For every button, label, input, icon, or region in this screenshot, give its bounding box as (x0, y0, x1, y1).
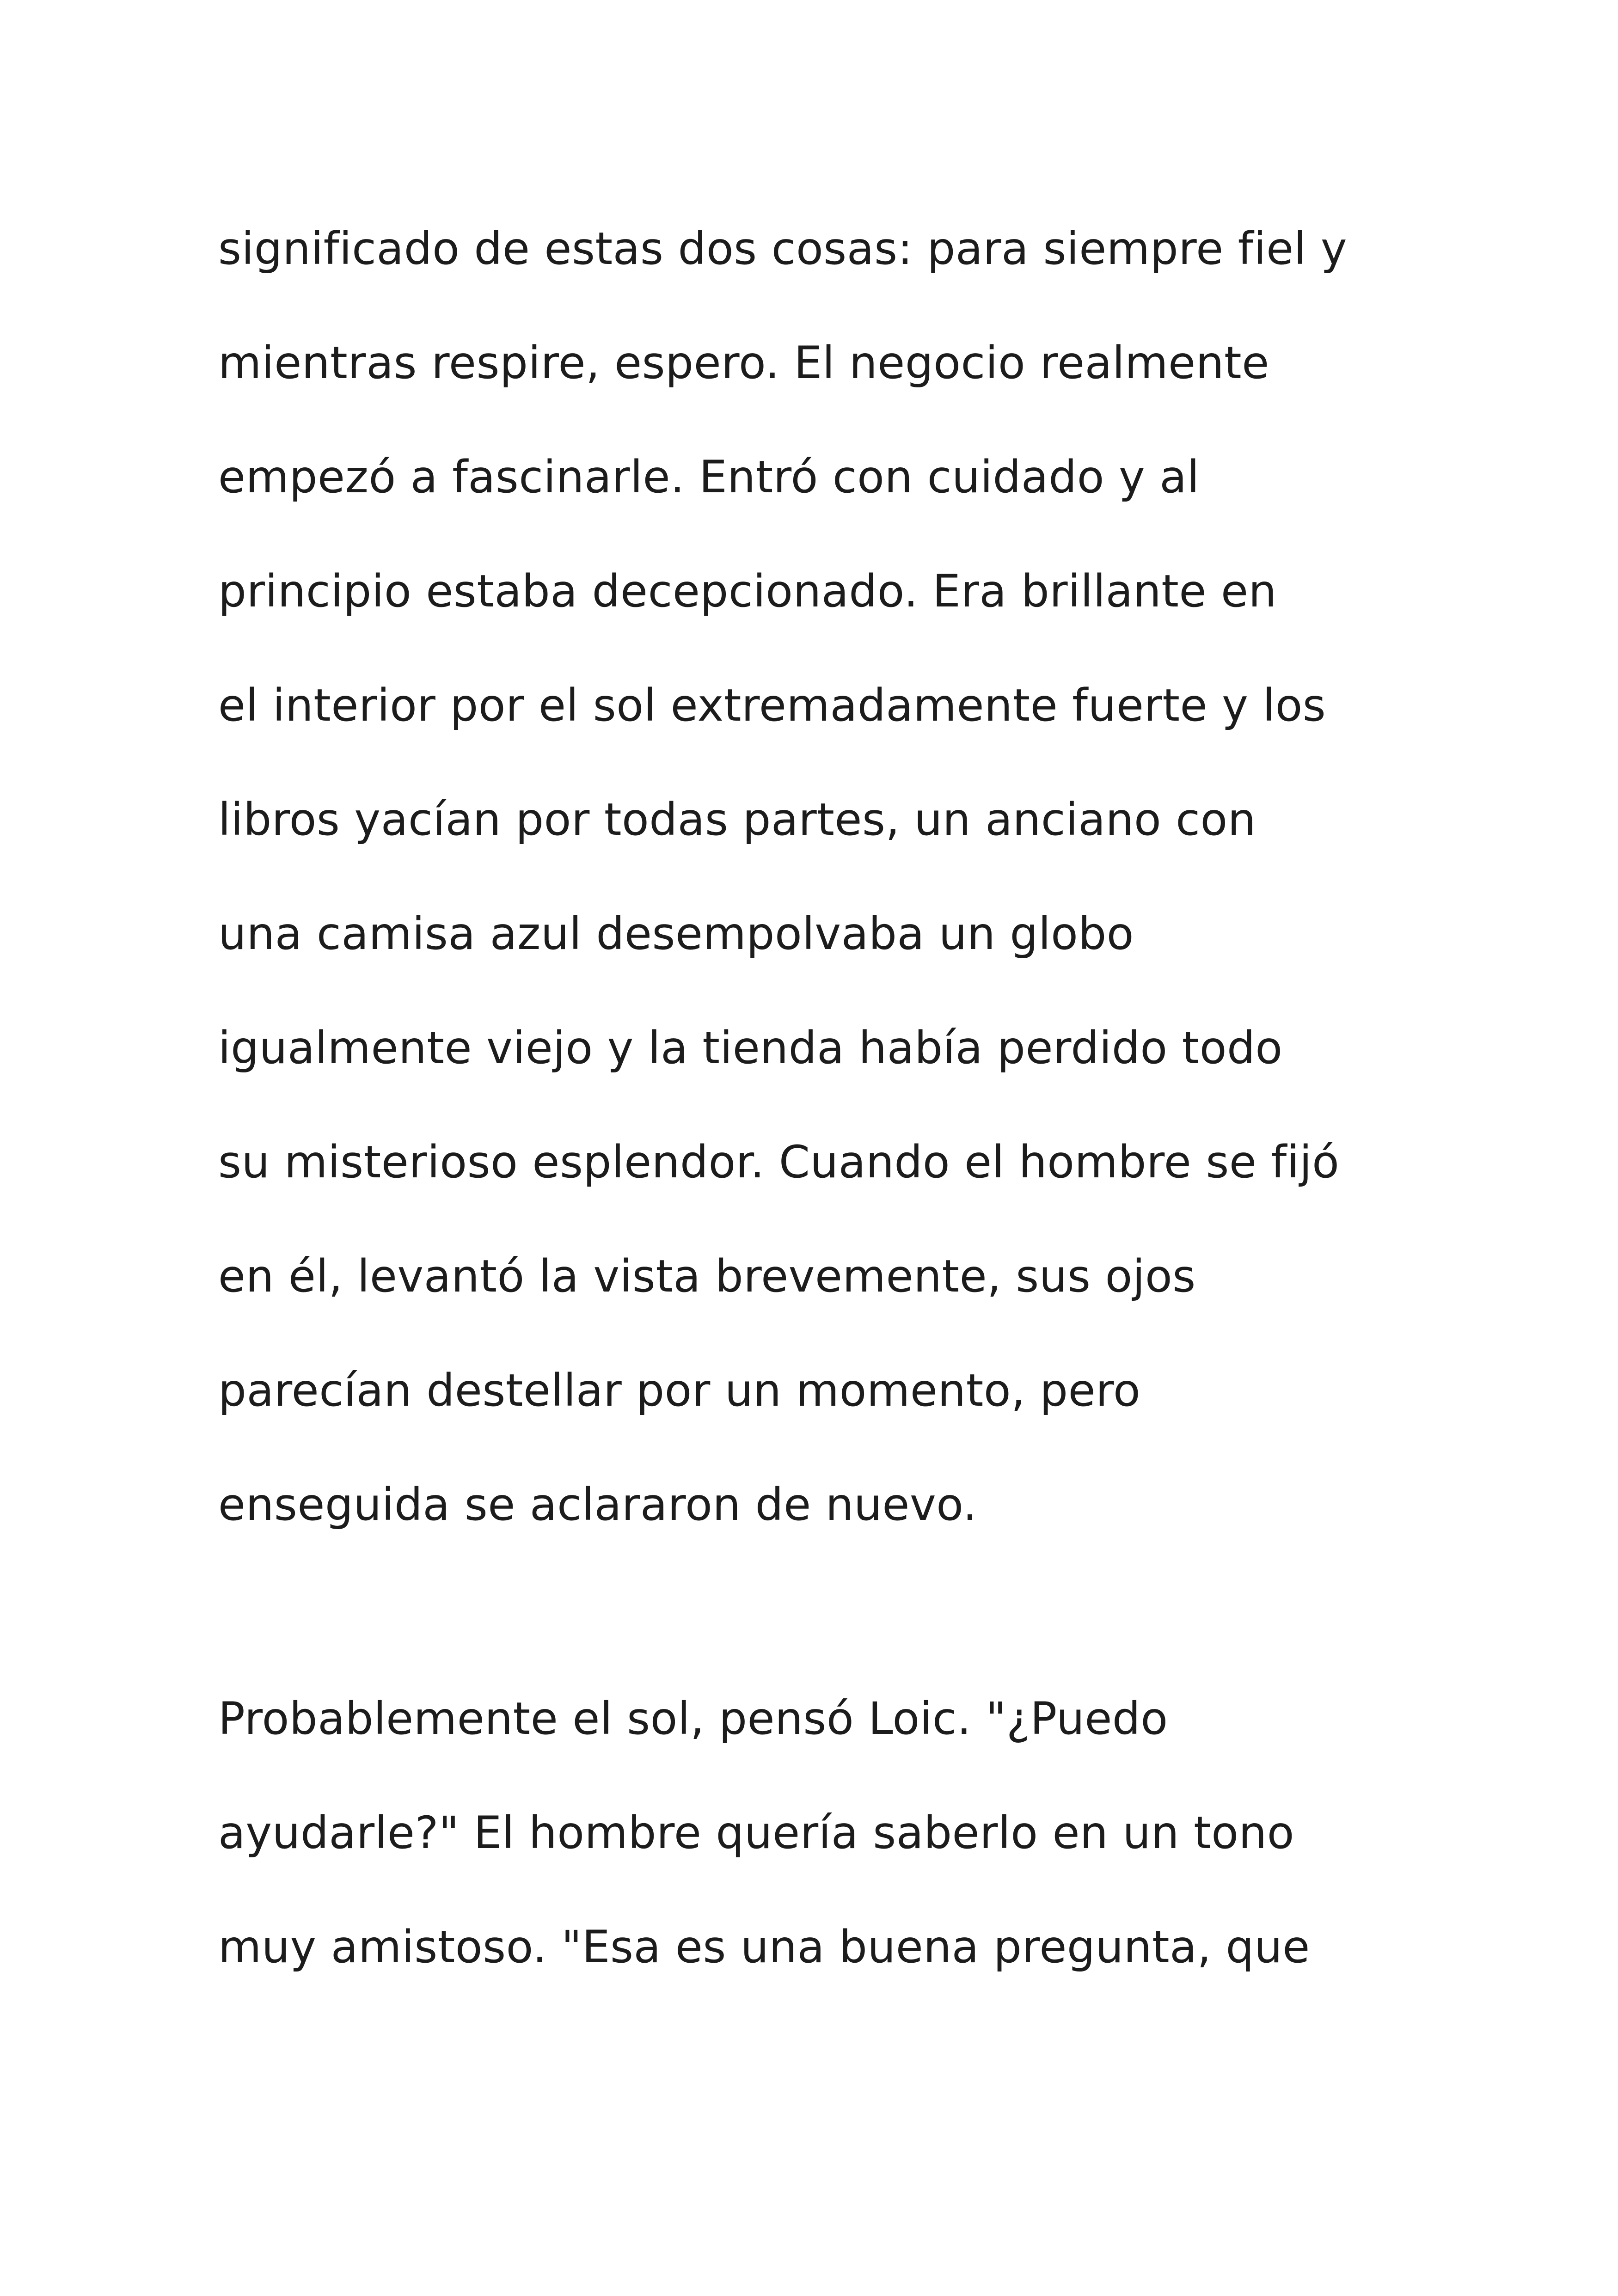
text-line: su misterioso esplendor. Cuando el hombre se fijó (218, 1136, 1340, 1188)
text-line: el interior por el sol extremadamente fuerte y los (218, 680, 1326, 731)
text-line: muy amistoso. "Esa es una buena pregunta, que (218, 1921, 1310, 1973)
text-line: libros yacían por todas partes, un anciano con (218, 794, 1256, 845)
text-line: parecían destellar por un momento, pero (218, 1365, 1141, 1416)
text-line: en él, levantó la vista brevemente, sus ojos (218, 1250, 1196, 1302)
text-line: enseguida se aclararon de nuevo. (218, 1479, 977, 1531)
text-line: significado de estas dos cosas: para siempre fiel y (218, 223, 1348, 275)
paragraph (218, 1693, 1466, 2039)
text-line: una camisa azul desempolvaba un globo (218, 908, 1134, 960)
paragraph (218, 223, 1466, 1597)
text-line: empezó a fascinarle. Entró con cuidado y al (218, 451, 1200, 503)
text-line: igualmente viejo y la tienda había perdido todo (218, 1022, 1283, 1074)
text-line: principio estaba decepcionado. Era brillante en (218, 565, 1277, 617)
text-line: ayudarle?" El hombre quería saberlo en un tono (218, 1807, 1295, 1859)
text-line: Probablemente el sol, pensó Loic. "¿Puedo (218, 1693, 1168, 1745)
text-line: mientras respire, espero. El negocio realmente (218, 337, 1269, 389)
